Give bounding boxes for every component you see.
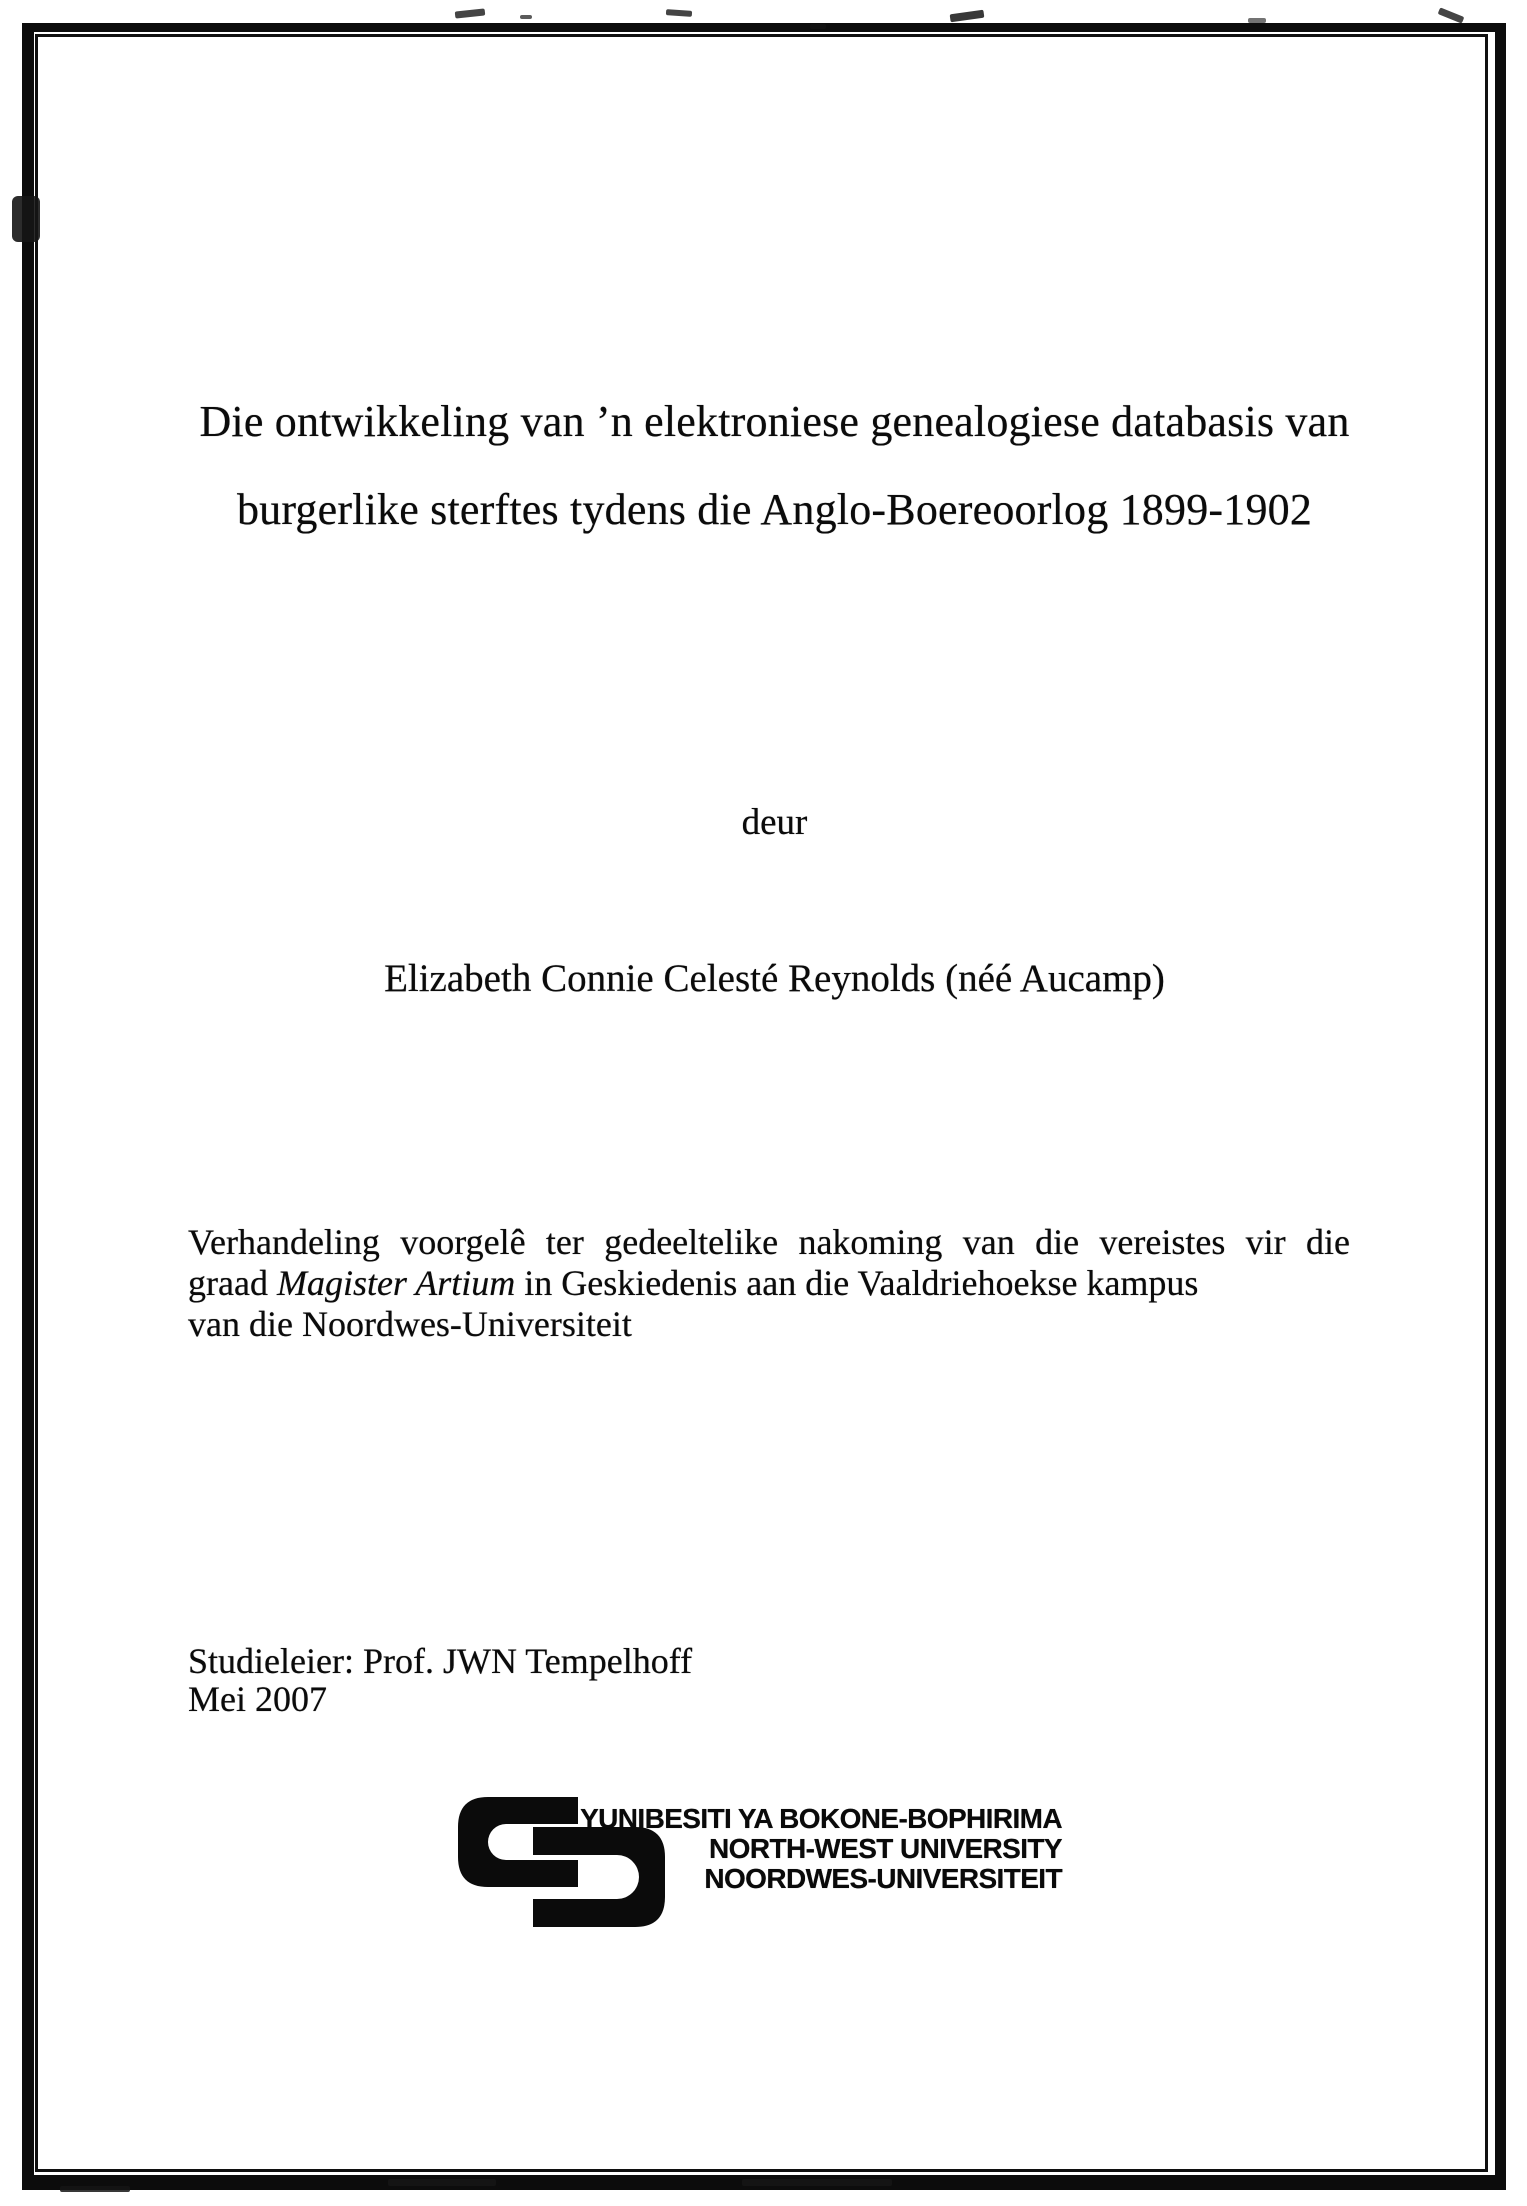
- logo-line-afrikaans: NOORDWES-UNIVERSITEIT: [704, 1863, 1062, 1894]
- logo-line-english: NORTH-WEST UNIVERSITY: [709, 1833, 1062, 1864]
- degree-statement: [188, 1222, 1350, 1345]
- scan-artifact: [455, 8, 486, 18]
- scan-artifact: [520, 15, 532, 19]
- author-name: Elizabeth Connie Celesté Reynolds (néé Aucamp): [384, 957, 1165, 1000]
- date-line: Mei 2007: [188, 1679, 327, 1719]
- degree-statement-line2: [188, 1263, 1350, 1304]
- thesis-title: [37, 378, 1487, 554]
- scan-artifact: [1438, 7, 1465, 23]
- nwu-logo-text: [560, 1804, 1062, 1894]
- scan-artifact: [60, 2186, 130, 2192]
- scan-artifact: [666, 9, 692, 17]
- degree-statement-line1: Verhandeling voorgelê ter gedeeltelike nakoming van die vereistes vir die: [188, 1222, 1350, 1262]
- degree-name-italic: Magister Artium: [276, 1263, 516, 1303]
- degree-statement-line2-suffix: in Geskiedenis aan die Vaaldriehoekse kampus: [515, 1263, 1199, 1303]
- degree-statement-line2-prefix: graad: [188, 1263, 277, 1303]
- scan-artifact: [810, 24, 826, 29]
- thesis-title-line2: burgerlike sterftes tydens die Anglo-Boereoorlog 1899-1902: [236, 485, 1313, 534]
- scan-artifact: [742, 2179, 892, 2186]
- supervisor-date-block: [188, 1642, 692, 1718]
- degree-statement-line3: van die Noordwes-Universiteit: [188, 1304, 632, 1344]
- scan-artifact: [1248, 18, 1266, 23]
- scan-artifact: [388, 2179, 496, 2186]
- supervisor-line: Studieleier: Prof. JWN Tempelhoff: [188, 1641, 693, 1681]
- logo-line-setswana: YUNIBESITI YA BOKONE-BOPHIRIMA: [580, 1803, 1062, 1834]
- scan-artifact: [950, 10, 985, 23]
- byline-deur: deur: [741, 802, 808, 843]
- scan-artifact: [12, 196, 40, 242]
- thesis-title-line1: Die ontwikkeling van ’n elektroniese genealogiese databasis van: [199, 397, 1350, 446]
